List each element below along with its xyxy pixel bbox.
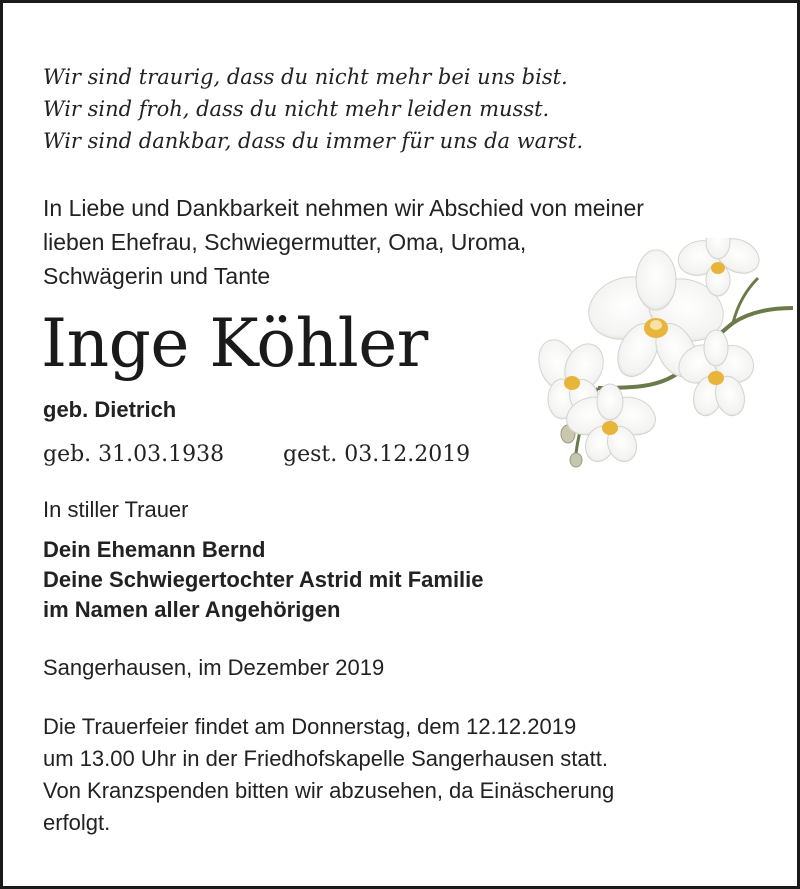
birth-date: geb. 31.03.1938 [43,442,225,467]
life-dates [43,439,470,471]
place-date: Sangerhausen, im Dezember 2019 [43,655,385,680]
family-signatures [43,535,484,625]
intro-line: In Liebe und Dankbarkeit nehmen wir Abschied von meiner [43,195,644,221]
death-date: gest. 03.12.2019 [283,442,471,467]
intro-line: Schwägerin und Tante [43,263,271,289]
poem-line: Wir sind traurig, dass du nicht mehr bei uns bist. [43,65,568,89]
family-line: im Namen aller Angehörigen [43,597,341,622]
poem [43,61,583,157]
poem-line: Wir sind froh, dass du nicht mehr leiden musst. [43,97,550,121]
intro-line: lieben Ehefrau, Schwiegermutter, Oma, Uroma, [43,229,527,255]
family-line: Deine Schwiegertochter Astrid mit Familie [43,567,484,592]
funeral-line: Von Kranzspenden bitten wir abzusehen, da Einäscherung [43,778,615,803]
poem-line: Wir sind dankbar, dass du immer für uns da warst. [43,129,584,153]
funeral-line: um 13.00 Uhr in der Friedhofskapelle Sangerhausen statt. [43,746,608,771]
family-line: Dein Ehemann Bernd [43,537,266,562]
funeral-line: Die Trauerfeier findet am Donnerstag, dem 12.12.2019 [43,714,577,739]
maiden-name: geb. Dietrich [43,397,177,422]
mourning-label: In stiller Trauer [43,497,189,522]
funeral-notice [43,711,614,839]
deceased-name: Inge Köhler [41,305,428,382]
orchid-flower-icon [538,238,798,473]
funeral-line: erfolgt. [43,810,111,835]
